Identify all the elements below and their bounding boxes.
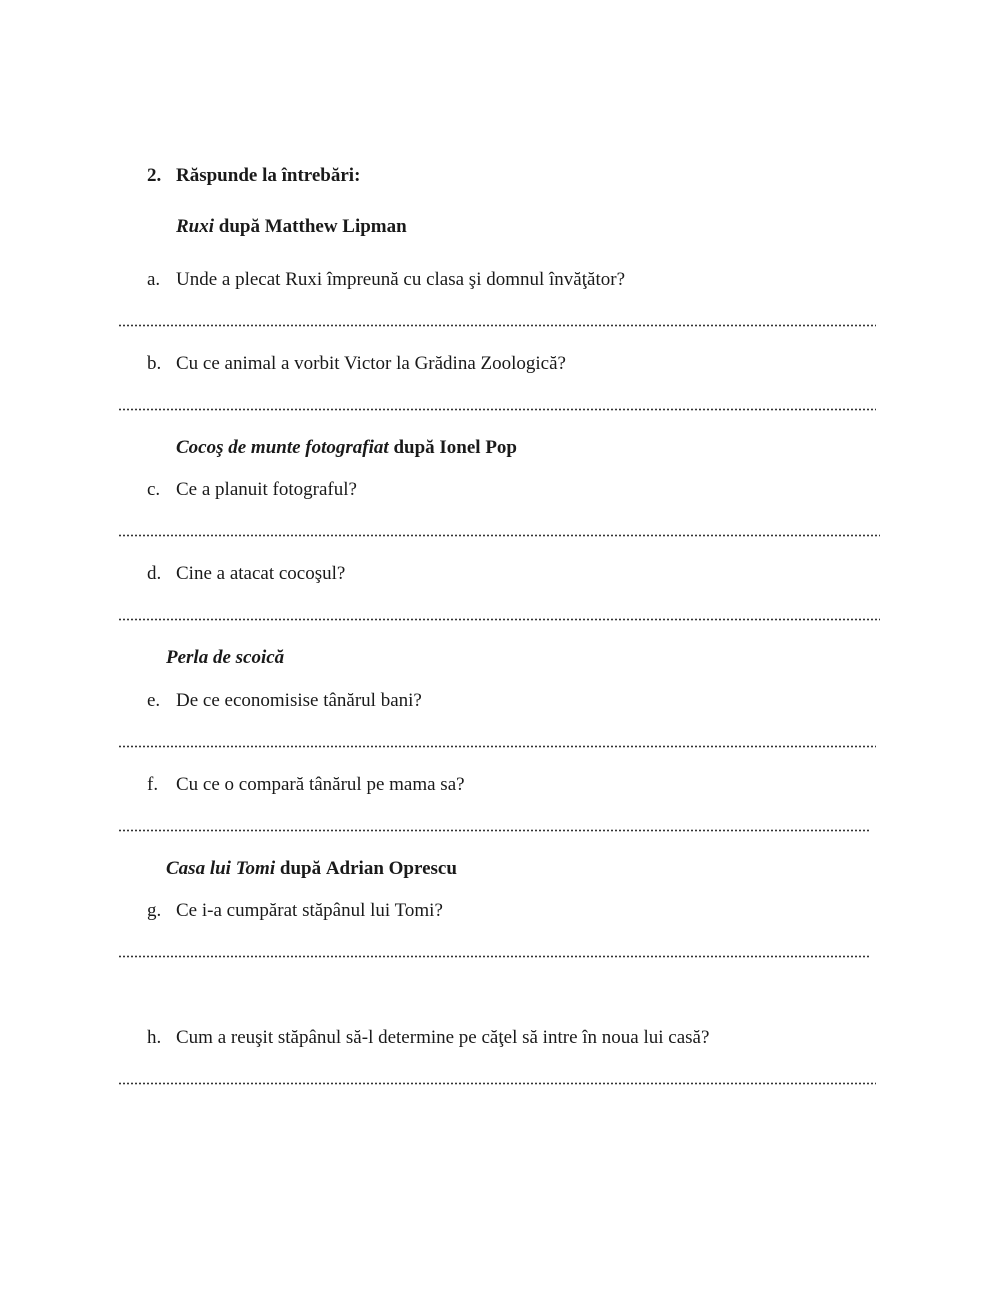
question-text: De ce economisise tânărul bani? [176, 690, 422, 711]
story-connector: după [279, 858, 322, 879]
story-heading-ruxi [176, 216, 407, 238]
story-heading-cocos [176, 437, 517, 459]
story-heading-casa [166, 858, 457, 880]
section-number: 2. [147, 165, 162, 186]
story-heading-perla [166, 647, 284, 669]
question-text: Cu ce animal a vorbit Victor la Grădina Zoologică? [176, 353, 566, 374]
answer-line-g[interactable] [118, 955, 870, 958]
story-title: Ruxi [176, 216, 215, 237]
question-letter: f. [147, 774, 159, 795]
story-author: Adrian Oprescu [325, 858, 457, 879]
question-text: Ce i-a cumpărat stăpânul lui Tomi? [176, 900, 443, 921]
story-author: Matthew Lipman [264, 216, 407, 237]
question-letter: g. [147, 900, 162, 921]
story-connector: după [218, 216, 260, 237]
question-letter: c. [147, 479, 161, 500]
answer-line-f[interactable] [118, 829, 870, 832]
question-text: Ce a planuit fotograful? [176, 479, 357, 500]
question-letter: b. [147, 353, 162, 374]
question-letter: h. [147, 1027, 162, 1048]
answer-line-h[interactable] [118, 1082, 876, 1085]
question-text: Cine a atacat cocoşul? [176, 563, 346, 584]
story-title: Cocoş de munte fotografiat [176, 437, 389, 458]
question-text: Cu ce o compară tânărul pe mama sa? [176, 774, 465, 795]
question-letter: d. [147, 563, 162, 584]
answer-line-b[interactable] [118, 408, 876, 411]
story-title: Perla de scoică [166, 647, 285, 668]
question-text: Unde a plecat Ruxi împreună cu clasa şi domnul învăţător? [176, 269, 625, 290]
answer-line-e[interactable] [118, 745, 876, 748]
story-title: Casa lui Tomi [166, 858, 276, 879]
story-connector: după [393, 437, 435, 458]
question-text: Cum a reuşit stăpânul să-l determine pe căţel să intre în noua lui casă? [176, 1027, 710, 1048]
question-letter: e. [147, 690, 161, 711]
story-author: Ionel Pop [439, 437, 518, 458]
answer-line-a[interactable] [118, 324, 876, 327]
answer-line-d[interactable] [118, 618, 880, 621]
answer-line-c[interactable] [118, 534, 880, 537]
question-letter: a. [147, 269, 161, 290]
section-title: Răspunde la întrebări: [176, 165, 361, 186]
